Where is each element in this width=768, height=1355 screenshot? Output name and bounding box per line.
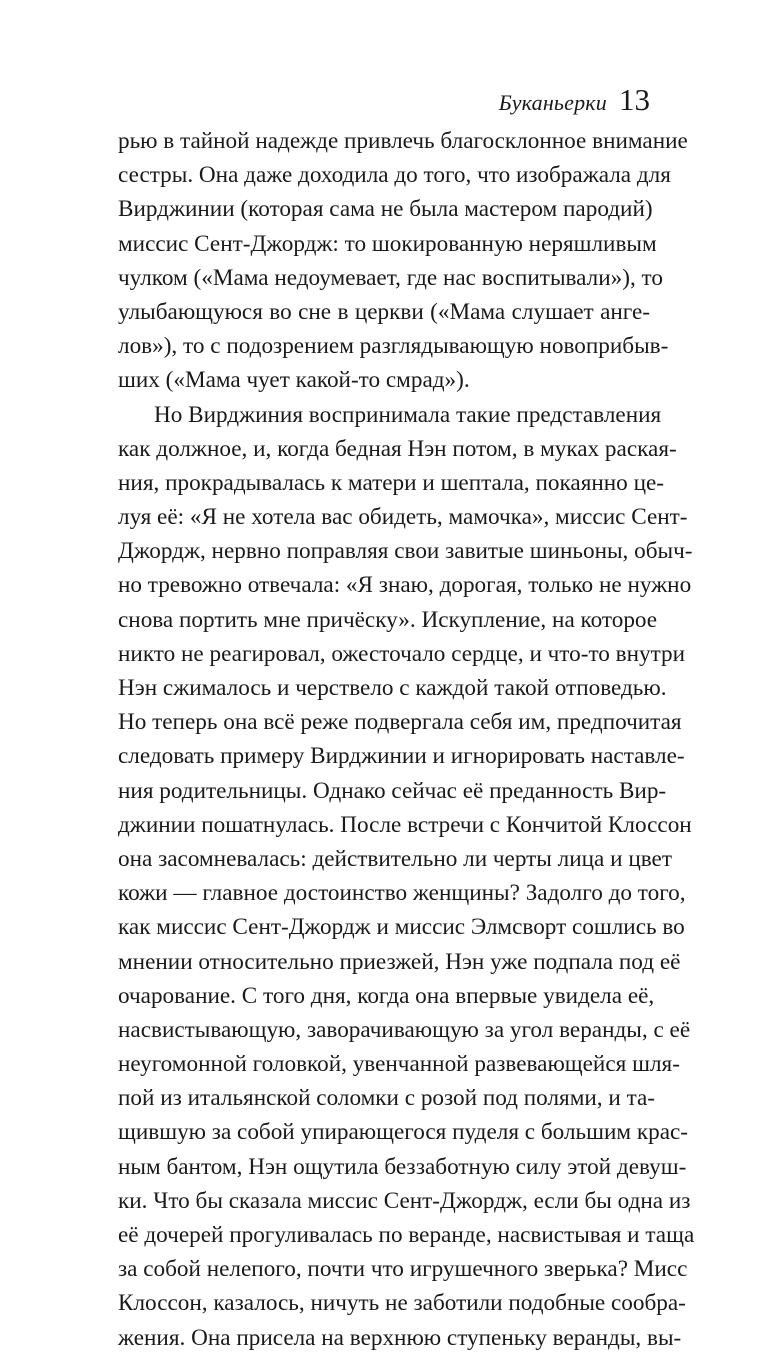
text-line: кожи — главное достоинство женщины? Задолго до того, [118, 880, 686, 907]
text-line: Джордж, нервно поправляя свои завитые шиньоны, обыч- [118, 538, 693, 565]
text-line: мнении относительно приезжей, Нэн уже подпала под её [118, 948, 681, 975]
running-head [499, 84, 650, 120]
text-line: пой из итальянской соломки с розой под полями, и та- [118, 1085, 656, 1112]
text-line: жения. Она присела на верхнюю ступеньку веранды, вы- [118, 1324, 682, 1351]
text-line: Но теперь она всё реже подвергала себя им, предпочитая [118, 709, 682, 736]
text-line: насвистывающую, заворачивающую за угол веранды, с её [118, 1016, 691, 1043]
text-line: следовать примеру Вирджинии и игнорировать наставле- [118, 743, 685, 770]
text-line: Клоссон, казалось, ничуть не заботили подобные сообра- [118, 1290, 686, 1317]
text-line: джинии пошатнулась. После встречи с Кончитой Клоссон [118, 811, 692, 838]
running-title: Буканьерки [498, 90, 607, 115]
text-line: никто не реагировал, ожесточало сердце, и что-то внутри [118, 640, 686, 667]
text-line: как миссис Сент-Джордж и миссис Элмсворт сошлись во [118, 914, 685, 941]
text-line: за собой нелепого, почти что игрушечного зверька? Мисс [118, 1256, 688, 1283]
paragraph [118, 398, 695, 1355]
text-line: неугомонной головкой, увенчанной развевающейся шля- [118, 1051, 680, 1078]
text-line: но тревожно отвечала: «Я знаю, дорогая, только не нужно [118, 572, 692, 599]
text-line: сестры. Она даже доходила до того, что изображала для [118, 162, 671, 189]
text-line: щившую за собой упирающегося пуделя с большим крас- [118, 1119, 689, 1146]
text-line: Нэн сжималось и черствело с каждой такой отповедью. [118, 675, 667, 701]
text-line: она засомневалась: действительно ли черты лица и цвет [118, 845, 672, 872]
text-line: как должное, и, когда бедная Нэн потом, в муках раская- [118, 435, 677, 462]
page-number: 13 [619, 82, 650, 117]
text-line: чулком («Мама недоумевает, где нас воспитывали»), то [118, 264, 663, 291]
text-line: улыбающуюся во сне в церкви («Мама слушает анге- [118, 298, 650, 325]
paragraph [118, 124, 688, 398]
text-line: лов»), то с подозрением разглядывающую новоприбыв- [118, 333, 669, 360]
text-line: ния, прокрадывалась к матери и шептала, покаянно це- [118, 469, 664, 496]
text-line: ния родительницы. Однако сейчас её преданность Вир- [118, 777, 667, 804]
text-line: ших («Мама чует какой-то смрад»). [118, 367, 470, 394]
body-text [118, 124, 695, 1355]
text-line: Вирджинии (которая сама не была мастером пародий) [118, 196, 653, 223]
text-line: очарование. С того дня, когда она впервые увидела её, [118, 982, 655, 1009]
text-line: её дочерей прогуливалась по веранде, насвистывая и таща [118, 1222, 695, 1248]
text-line: луя её: «Я не хотела вас обидеть, мамочка», миссис Сент- [118, 504, 688, 531]
text-line: ки. Что бы сказала миссис Сент-Джордж, если бы одна из [118, 1187, 691, 1214]
text-line: миссис Сент-Джордж: то шокированную неряшливым [118, 230, 657, 257]
text-line: рью в тайной надежде привлечь благосклонное внимание [118, 128, 688, 154]
text-line: ным бантом, Нэн ощутила беззаботную силу этой девуш- [118, 1153, 687, 1180]
text-line: Но Вирджиния воспринимала такие представления [154, 401, 662, 428]
text-line: снова портить мне причёску». Искупление, на которое [118, 606, 658, 633]
